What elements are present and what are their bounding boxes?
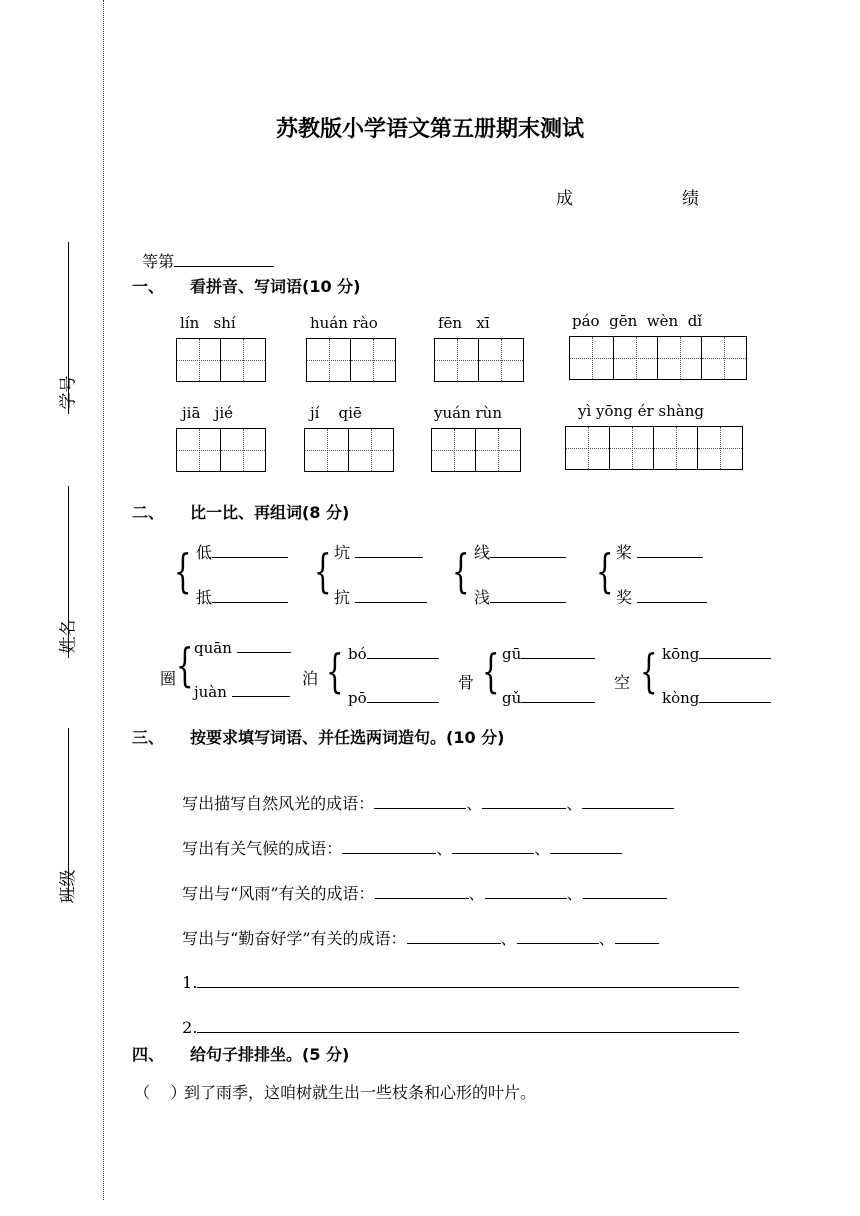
compare-item	[334, 540, 423, 563]
answer-blank[interactable]	[375, 882, 469, 899]
compare-char: 奖	[616, 588, 633, 607]
answer-blank[interactable]	[367, 642, 439, 659]
writing-grid[interactable]	[304, 428, 394, 472]
answer-blank[interactable]	[521, 642, 595, 659]
compare-item	[196, 540, 288, 563]
compare-char: 抗	[334, 588, 351, 607]
xuehao-label: 学号	[58, 375, 79, 410]
answer-blank[interactable]	[490, 586, 566, 603]
brace: {	[326, 644, 344, 698]
section-4-number: 四、	[132, 1045, 165, 1064]
brace: {	[174, 544, 192, 598]
pinyin-item: huán rào	[310, 314, 378, 332]
polyphone-reading: bó	[348, 642, 439, 663]
compare-char: 低	[196, 543, 213, 562]
pinyin-item: yuán rùn	[434, 404, 502, 422]
polyphone-reading: kōng	[662, 642, 771, 663]
section-3-title: 按要求填写词语、并任选两词造句。(10 分)	[190, 728, 505, 747]
brace: {	[452, 544, 470, 598]
page-title: 苏教版小学语文第五册期末测试	[275, 116, 584, 142]
writing-grid[interactable]	[306, 338, 396, 382]
writing-grid[interactable]	[434, 338, 524, 382]
order-sentence: 到了雨季，这咱树就生出一些枝条和心形的叶片。	[184, 1083, 537, 1102]
answer-blank[interactable]	[237, 636, 291, 653]
section-2-number: 二、	[132, 503, 165, 522]
sentence-blank[interactable]	[197, 971, 739, 988]
answer-blank[interactable]	[355, 541, 423, 558]
pinyin-item: lín shí	[180, 314, 236, 332]
compare-item	[616, 585, 707, 608]
brace: {	[314, 544, 332, 598]
answer-blank[interactable]	[355, 586, 427, 603]
polyphone-reading: gǔ	[502, 686, 595, 707]
answer-blank[interactable]	[637, 586, 707, 603]
order-paren[interactable]: （ ）	[134, 1083, 187, 1102]
brace: {	[176, 638, 194, 692]
answer-blank[interactable]	[583, 882, 667, 899]
polyphone-char: 空	[614, 673, 631, 692]
section-2-heading	[132, 500, 349, 523]
section-4-title: 给句子排排坐。(5 分)	[190, 1045, 350, 1064]
sentence-line-1: 1.	[172, 952, 739, 992]
writing-grid[interactable]	[431, 428, 521, 472]
idiom-question-3: 写出与“风雨”有关的成语： 、 、	[172, 862, 667, 904]
answer-blank[interactable]	[582, 792, 674, 809]
xingming-label: 姓名	[58, 619, 79, 654]
answer-blank[interactable]	[232, 680, 290, 697]
answer-blank[interactable]	[517, 927, 599, 944]
section-3-number: 三、	[132, 728, 165, 747]
compare-char: 线	[474, 543, 491, 562]
answer-blank[interactable]	[212, 586, 288, 603]
grade-label: 等第	[142, 252, 175, 271]
polyphone-reading: juàn	[194, 680, 290, 701]
writing-grid[interactable]	[176, 338, 266, 382]
score-label-a: 成	[556, 189, 573, 209]
answer-blank[interactable]	[342, 837, 436, 854]
answer-blank[interactable]	[490, 541, 566, 558]
answer-blank[interactable]	[521, 686, 595, 703]
section-1-heading	[132, 274, 360, 297]
compare-char: 抵	[196, 588, 213, 607]
polyphone-reading: pō	[348, 686, 439, 707]
brace: {	[596, 544, 614, 598]
pinyin-item: fēn xī	[438, 314, 490, 332]
banji-label: 班级	[58, 869, 79, 904]
answer-blank[interactable]	[212, 541, 288, 558]
writing-grid[interactable]	[569, 336, 747, 380]
grade-field[interactable]	[132, 230, 274, 272]
answer-blank[interactable]	[367, 686, 439, 703]
polyphone-reading: gū	[502, 642, 595, 663]
idiom-question-1: 写出描写自然风光的成语： 、 、	[172, 772, 674, 814]
pinyin-item: jí qiē	[310, 404, 362, 422]
answer-blank[interactable]	[407, 927, 501, 944]
compare-item	[474, 585, 566, 608]
idiom-question-4: 写出与“勤奋好学”有关的成语： 、 、	[172, 907, 659, 949]
writing-grid[interactable]	[565, 426, 743, 470]
answer-blank[interactable]	[615, 927, 659, 944]
compare-item	[334, 585, 427, 608]
pinyin-item: páo gēn wèn dǐ	[572, 312, 703, 330]
compare-item	[474, 540, 566, 563]
compare-char: 浅	[474, 588, 491, 607]
section-4-heading	[132, 1042, 349, 1065]
answer-blank[interactable]	[637, 541, 703, 558]
compare-char: 桨	[616, 543, 633, 562]
compare-item	[196, 585, 288, 608]
answer-blank[interactable]	[452, 837, 534, 854]
polyphone-reading: kòng	[662, 686, 771, 707]
section-1-number: 一、	[132, 277, 165, 296]
grade-blank[interactable]	[174, 250, 274, 267]
section-2-title: 比一比、再组词(8 分)	[190, 503, 350, 522]
polyphone-char: 圈	[160, 669, 177, 688]
answer-blank[interactable]	[482, 792, 566, 809]
writing-grid[interactable]	[176, 428, 266, 472]
brace: {	[640, 644, 658, 698]
answer-blank[interactable]	[550, 837, 622, 854]
compare-char: 坑	[334, 543, 351, 562]
sentence-line-2: 2.	[172, 997, 739, 1037]
polyphone-char: 泊	[302, 669, 319, 688]
answer-blank[interactable]	[699, 686, 771, 703]
sentence-blank[interactable]	[197, 1016, 739, 1033]
polyphone-reading: quān	[194, 636, 291, 657]
polyphone-char: 骨	[458, 673, 475, 692]
idiom-question-2: 写出有关气候的成语： 、 、	[172, 817, 622, 859]
pinyin-item: jiā jié	[182, 404, 234, 422]
answer-blank[interactable]	[485, 882, 567, 899]
section-1-title: 看拼音、写词语(10 分)	[190, 277, 361, 296]
score-label-b: 绩	[682, 189, 699, 209]
answer-blank[interactable]	[699, 642, 771, 659]
pinyin-item: yì yōng ér shàng	[578, 402, 704, 420]
brace: {	[482, 644, 500, 698]
section-3-heading	[132, 725, 504, 748]
binding-dotted-line	[103, 0, 104, 1200]
compare-item	[616, 540, 703, 563]
answer-blank[interactable]	[374, 792, 466, 809]
